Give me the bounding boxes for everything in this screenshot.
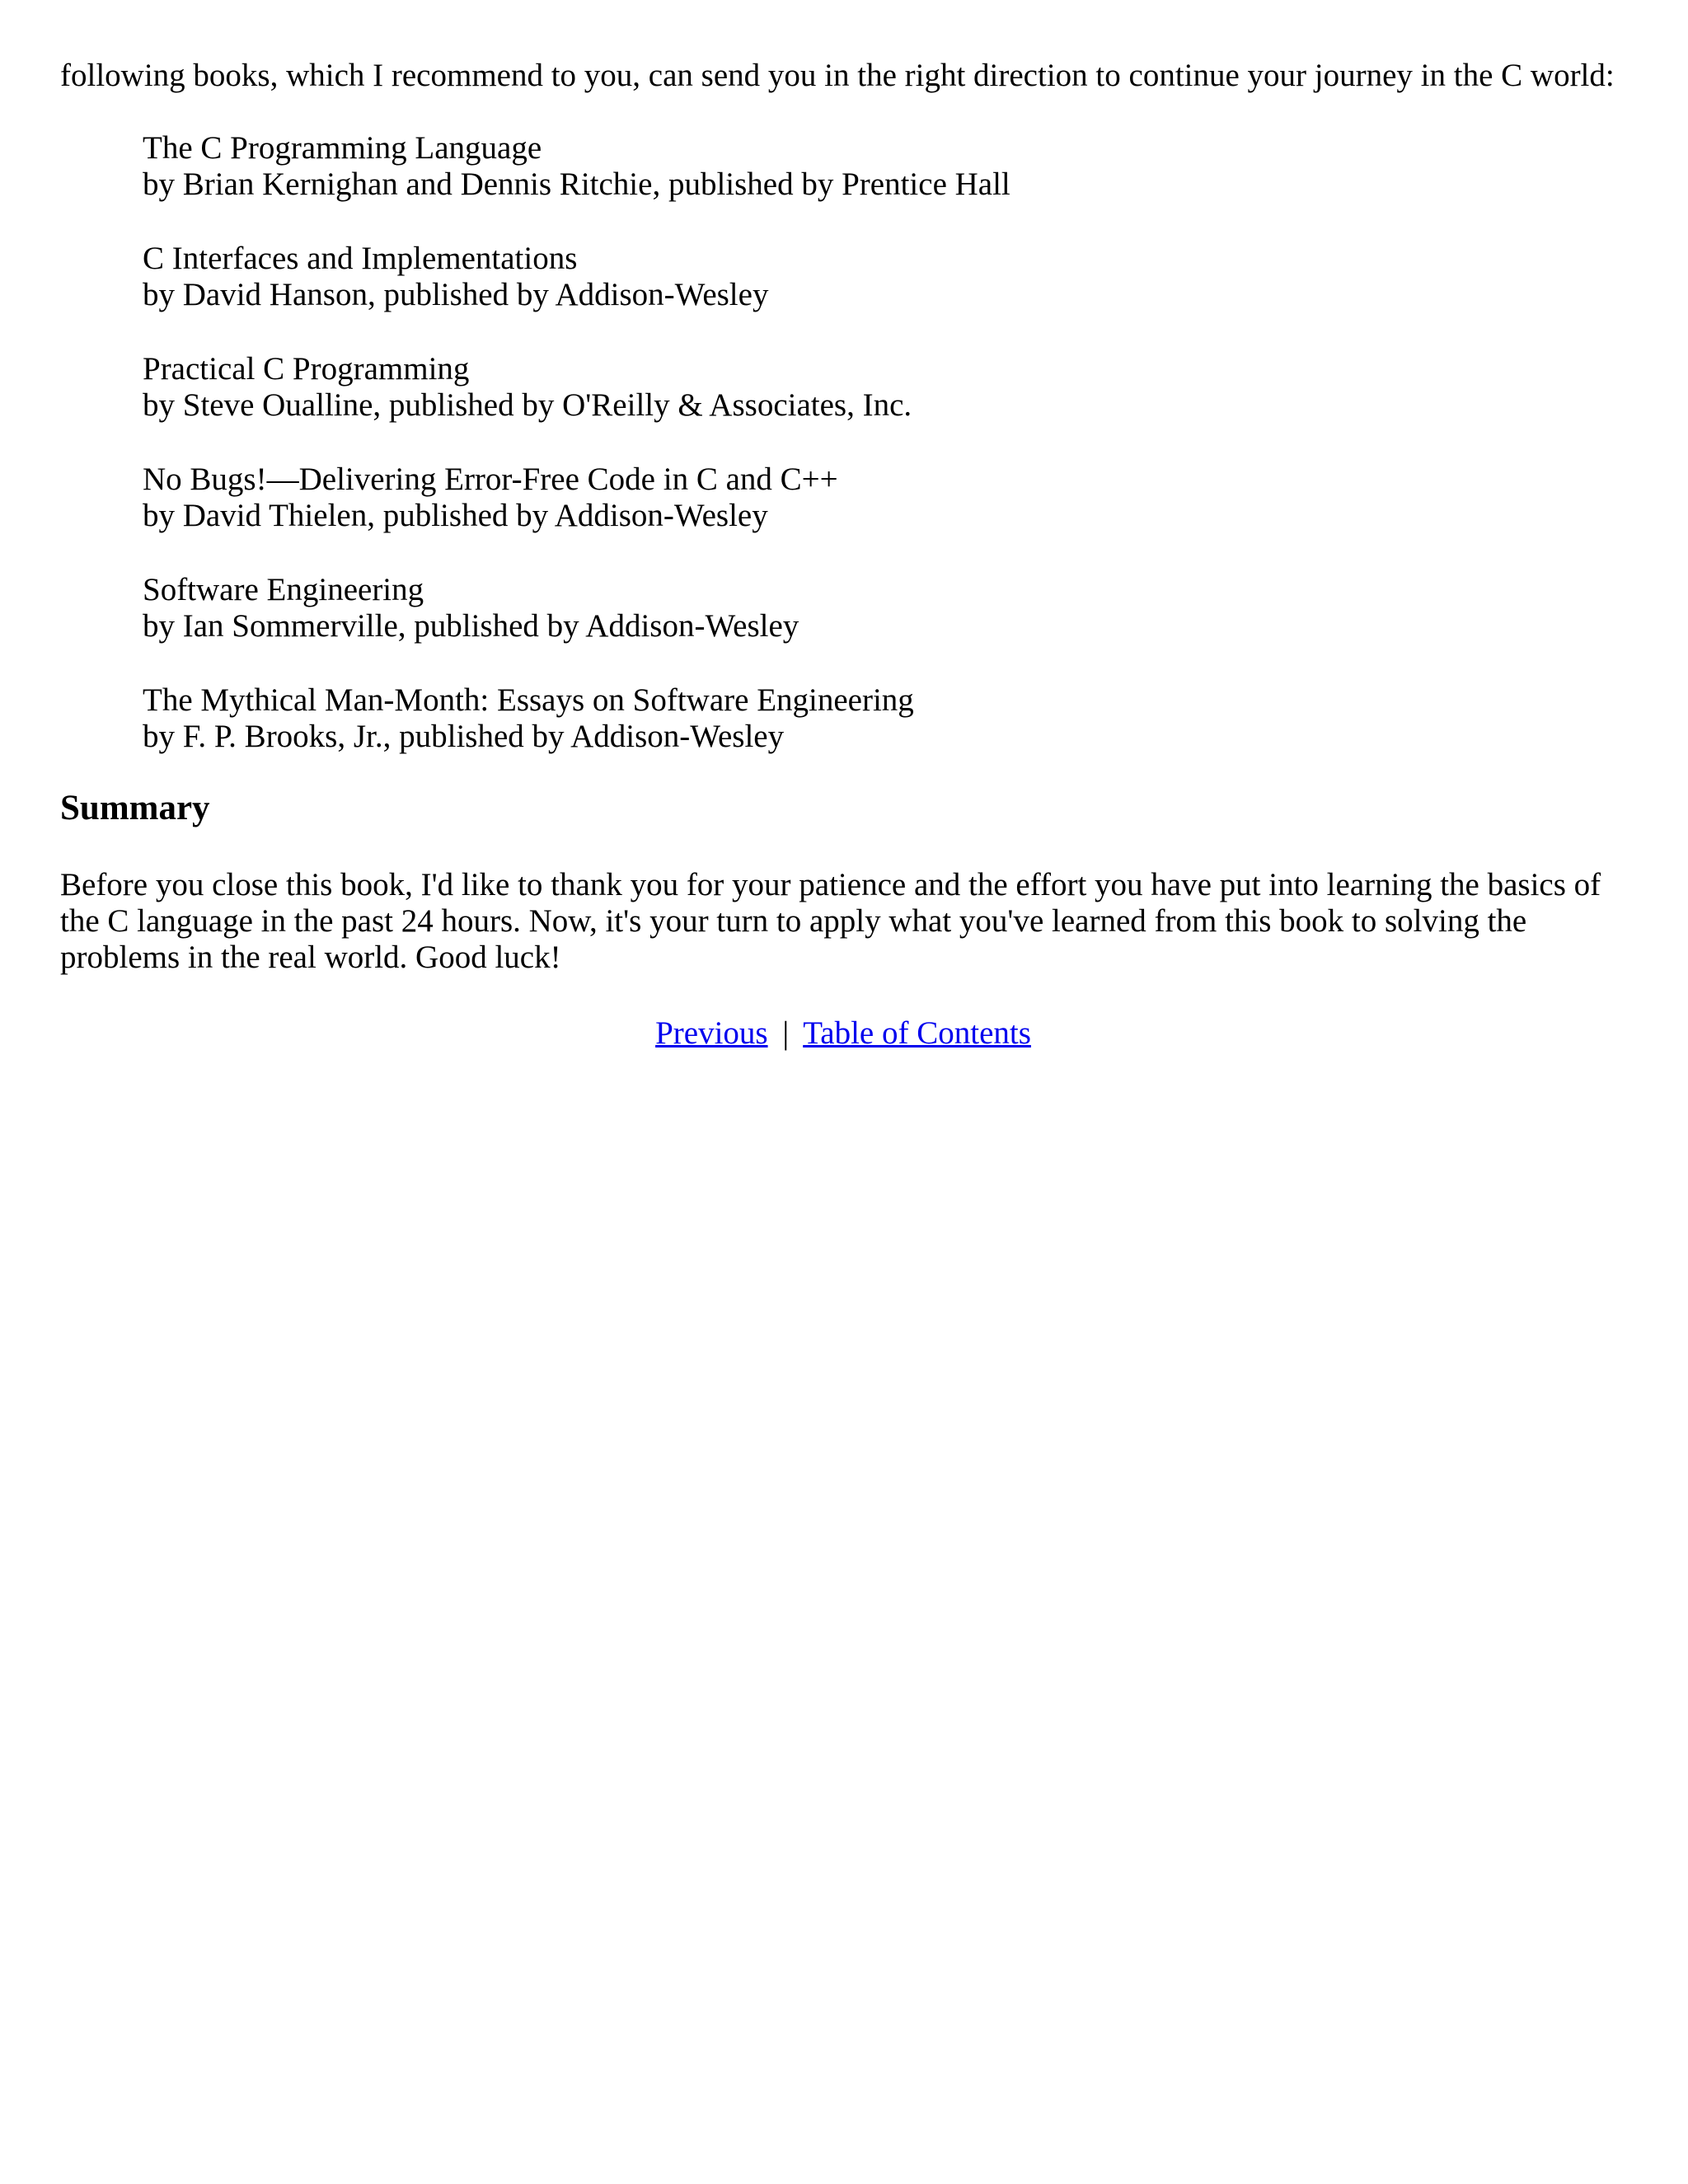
book-title: No Bugs!—Delivering Error-Free Code in C and C++ xyxy=(143,462,838,497)
book-byline: by David Thielen, published by Addison-Wesley xyxy=(143,498,768,533)
book-byline: by F. P. Brooks, Jr., published by Addison-Wesley xyxy=(143,719,785,754)
document-body xyxy=(60,58,1626,1052)
book-entry xyxy=(143,351,1626,424)
summary-paragraph: Before you close this book, I'd like to thank you for your patience and the effort you have put into learning the basics of the C language in the past 24 hours. Now, it's your turn to apply what you've learned from this book to solving the problems in the real world. Good luck! xyxy=(60,867,1601,975)
previous-link[interactable]: Previous xyxy=(655,1015,768,1051)
table-of-contents-link[interactable]: Table of Contents xyxy=(803,1015,1031,1051)
book-entry xyxy=(143,462,1626,534)
nav-separator: | xyxy=(782,1015,790,1051)
summary-heading: Summary xyxy=(60,789,210,827)
book-byline: by Steve Oualline, published by O'Reilly & Associates, Inc. xyxy=(143,387,912,423)
book-title: Practical C Programming xyxy=(143,351,470,387)
book-byline: by Brian Kernighan and Dennis Ritchie, published by Prentice Hall xyxy=(143,166,1010,202)
book-entry xyxy=(143,241,1626,313)
book-title: The C Programming Language xyxy=(143,130,542,166)
book-title: C Interfaces and Implementations xyxy=(143,241,578,276)
book-entry xyxy=(143,130,1626,203)
intro-paragraph: following books, which I recommend to you, can send you in the right direction to continue your journey in the C world: xyxy=(60,58,1615,93)
book-byline: by David Hanson, published by Addison-Wesley xyxy=(143,277,769,312)
book-byline: by Ian Sommerville, published by Addison-Wesley xyxy=(143,608,799,644)
book-title: The Mythical Man-Month: Essays on Software Engineering xyxy=(143,682,914,718)
book-list xyxy=(143,130,1626,755)
book-entry xyxy=(143,572,1626,644)
book-title: Software Engineering xyxy=(143,572,424,607)
page-navigation xyxy=(60,1015,1626,1052)
book-entry xyxy=(143,682,1626,755)
